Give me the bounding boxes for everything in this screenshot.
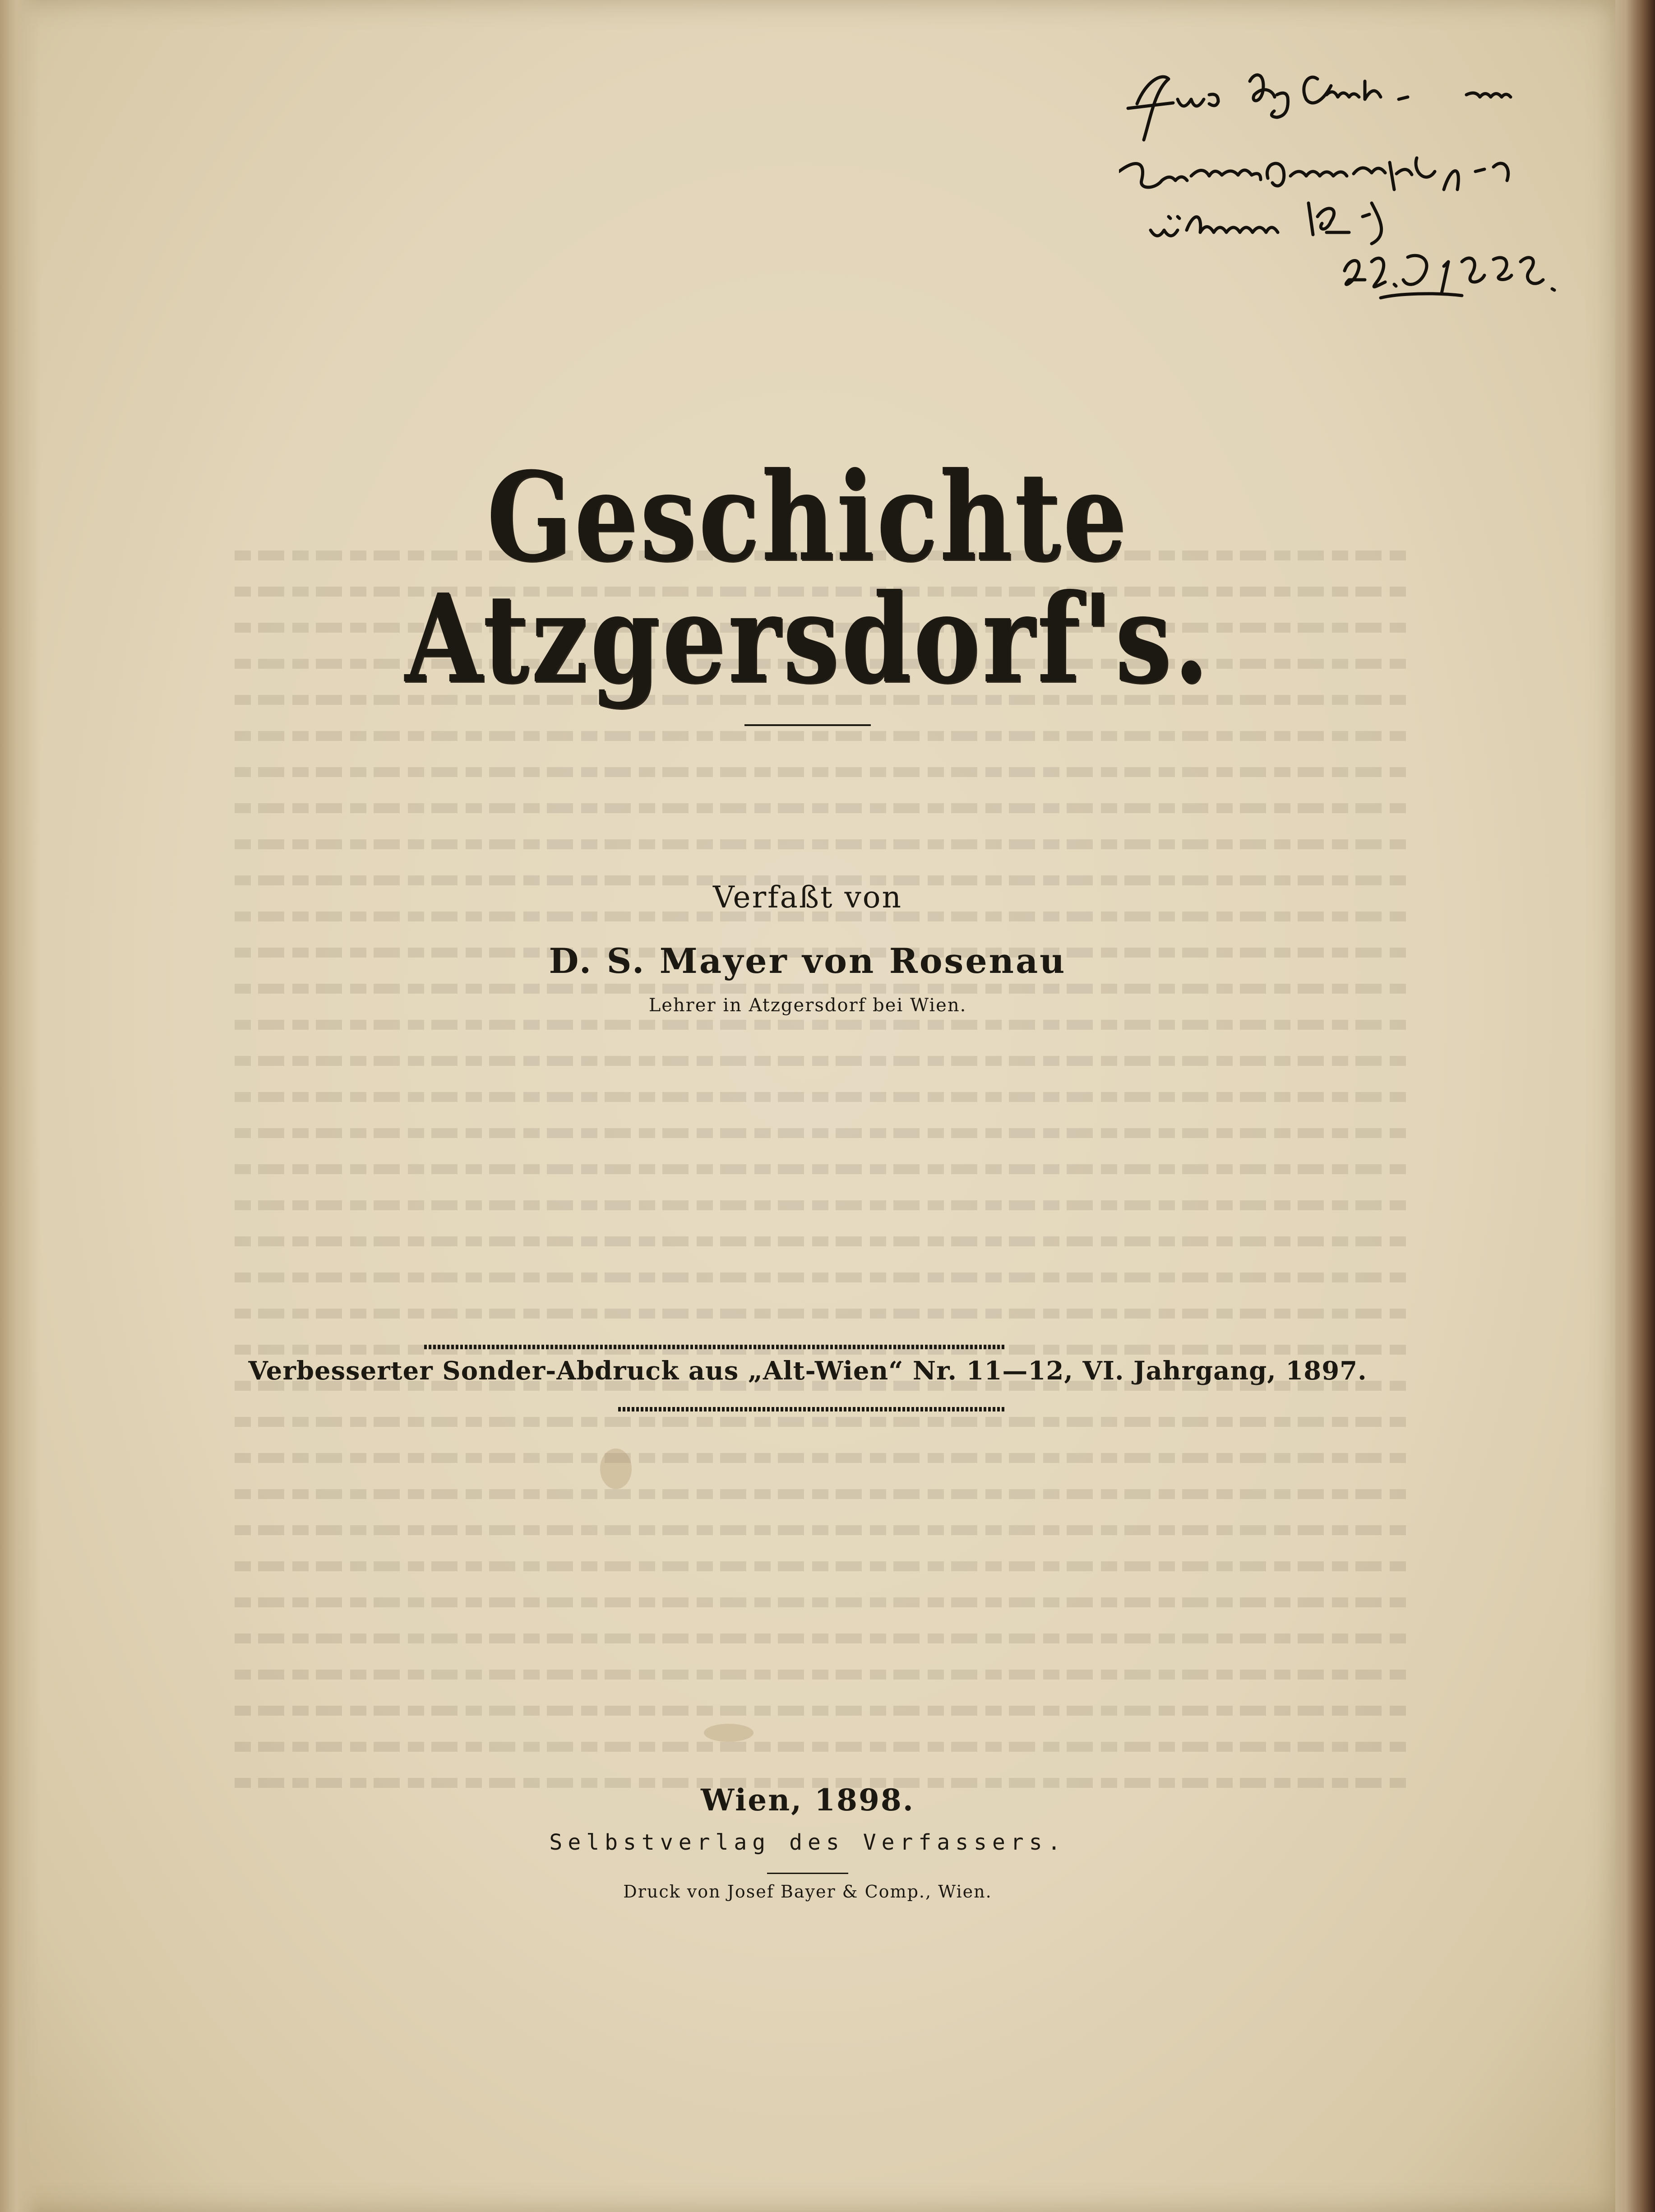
title-rule — [744, 724, 871, 726]
book-title: Geschichte Atzgersdorf's. — [405, 445, 1211, 710]
place-and-year: Wien, 1898. — [701, 1782, 915, 1818]
divider-bottom — [618, 1407, 1006, 1411]
handwritten-dedication — [1119, 54, 1606, 334]
printer-credit: Druck von Josef Bayer & Comp., Wien. — [623, 1882, 992, 1902]
author-position: Lehrer in Atzgersdorf bei Wien. — [648, 995, 967, 1016]
publisher-rule — [767, 1873, 848, 1874]
bleed-through-text — [235, 551, 1408, 1837]
reprint-note: Verbesserter Sonder-Abdruck aus „Alt-Wien“ Nr. 11—12, VI. Jahrgang, 1897. — [248, 1356, 1367, 1386]
divider-top — [424, 1345, 1006, 1349]
paper-stain — [600, 1448, 632, 1489]
publisher: Selbstverlag des Verfassers. — [549, 1830, 1066, 1855]
paper-stain — [704, 1724, 754, 1742]
binding-shadow — [0, 0, 41, 2212]
author-name: D. S. Mayer von Rosenau — [549, 941, 1067, 981]
byline-intro: Verfaßt von — [712, 880, 903, 915]
